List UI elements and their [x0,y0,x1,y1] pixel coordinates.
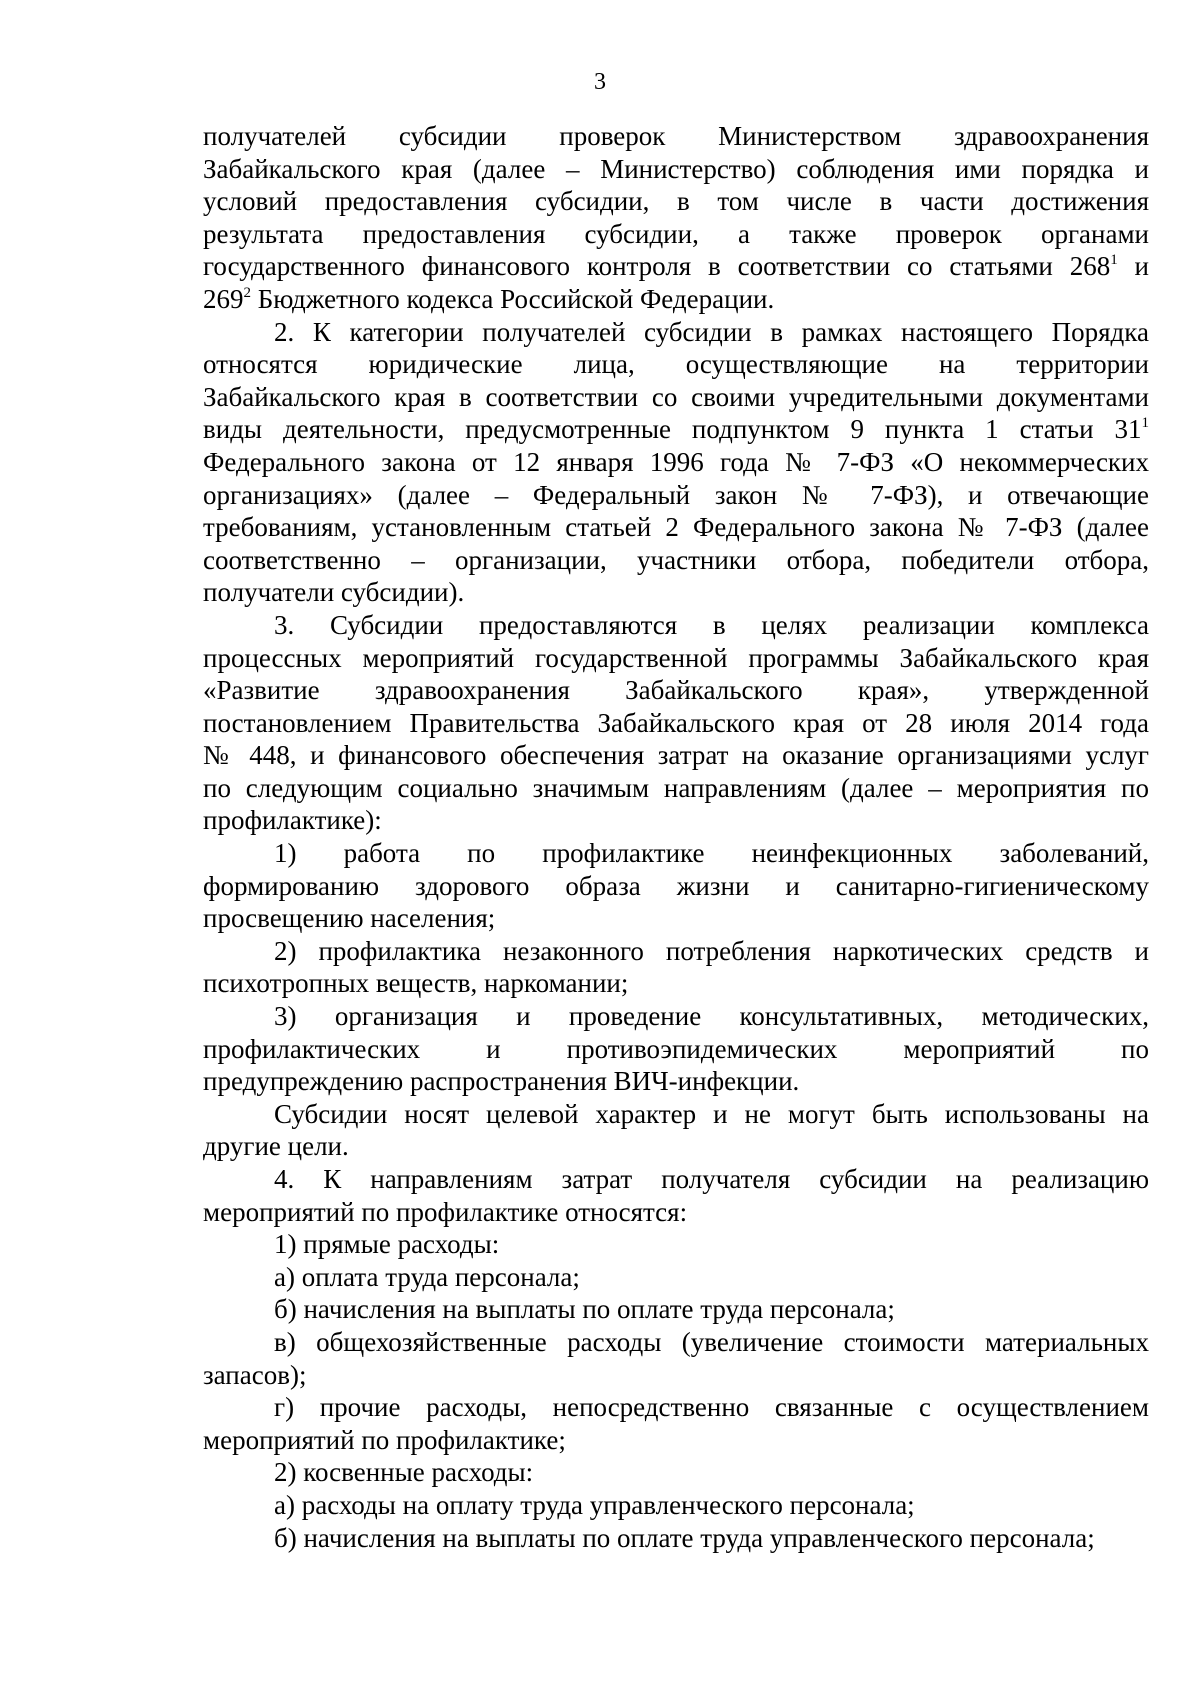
list-item-4-2-b [203,1522,1149,1555]
text-line [203,413,1149,446]
paragraph-4 [203,1163,1149,1228]
text-fragment: 269 [203,283,244,314]
text-line: мероприятий по профилактике относятся: [203,1196,688,1227]
text-line: 2. К категории получателей субсидии в рамках настоящего Порядка [274,316,1149,347]
text-line: Федерального закона от 12 января 1996 года № 7-ФЗ «О некоммерческих [203,446,1149,477]
text-line: получатели субсидии). [203,577,465,608]
text-line: формированию здорового образа жизни и санитарно-гигиеническому [203,870,1149,901]
text-line: Субсидии носят целевой характер и не могут быть использованы на [274,1098,1149,1129]
text-fragment: виды деятельности, предусмотренные подпунктом 9 пункта 1 статьи 31 [203,414,1142,445]
text-line: б) начисления на выплаты по оплате труда персонала; [274,1294,895,1325]
text-line: в) общехозяйственные расходы (увеличение стоимости материальных [274,1326,1149,1357]
text-line: № 448, и финансового обеспечения затрат на оказание организациями услуг [203,740,1149,771]
superscript: 1 [1141,415,1149,432]
text-line: просвещению населения; [203,903,496,934]
text-line: Забайкальского края (далее – Министерство) соблюдения ими порядка и [203,153,1149,184]
paragraph-3 [203,609,1149,837]
paragraph-1-continuation [203,120,1149,316]
text-fragment: и [1117,251,1149,282]
text-line: а) оплата труда персонала; [274,1261,580,1292]
text-line: 3. Субсидии предоставляются в целях реализации комплекса [274,609,1149,640]
text-line: предупреждению распространения ВИЧ-инфекции. [203,1066,800,1097]
text-line: соответственно – организации, участники отбора, победители отбора, [203,544,1149,575]
text-line: получателей субсидии проверок Министерством здравоохранения [203,121,1149,151]
text-line: по следующим социально значимым направлениям (далее – мероприятия по [203,772,1149,803]
superscript: 1 [1110,252,1118,269]
superscript: 2 [243,284,251,301]
text-line [203,250,1149,283]
list-item-4-2 [203,1456,1149,1489]
text-line: требованиям, установленным статьей 2 Федерального закона № 7-ФЗ (далее [203,512,1149,543]
text-line: другие цели. [203,1131,349,1162]
text-line [203,283,1149,316]
page-number: 3 [594,69,606,95]
text-line: 1) работа по профилактике неинфекционных заболеваний, [274,838,1149,869]
text-line: профилактике): [203,805,382,836]
list-item-3-3 [203,1000,1149,1098]
text-line: 2) профилактика незаконного потребления наркотических средств и [274,935,1149,966]
text-fragment: государственного финансового контроля в соответствии со статьями 268 [203,251,1111,282]
text-line: 4. К направлениям затрат получателя субсидии на реализацию [274,1164,1149,1194]
list-item-4-1-a [203,1261,1149,1294]
text-line: организациях» (далее – Федеральный закон № 7-ФЗ), и отвечающие [203,479,1149,510]
text-line: условий предоставления субсидии, в том числе в части достижения [203,186,1149,217]
text-line: 1) прямые расходы: [274,1229,500,1260]
list-item-4-1-b [203,1293,1149,1326]
list-item-4-1-d [203,1391,1149,1456]
text-line: относятся юридические лица, осуществляющие на территории [203,349,1149,380]
text-line: процессных мероприятий государственной программы Забайкальского края [203,642,1149,673]
text-line: 2) косвенные расходы: [274,1457,534,1488]
text-line: Забайкальского края в соответствии со своими учредительными документами [203,381,1149,412]
text-line: психотропных веществ, наркомании; [203,968,629,999]
list-item-4-2-a [203,1489,1149,1522]
document-body [203,120,1149,1554]
list-item-3-1 [203,837,1149,935]
text-line: мероприятий по профилактике; [203,1424,566,1455]
text-line: «Развитие здравоохранения Забайкальского края», утвержденной [203,675,1149,706]
paragraph-2 [203,316,1149,609]
text-line: профилактических и противоэпидемических мероприятий по [203,1033,1149,1064]
list-item-4-1 [203,1228,1149,1261]
text-line: запасов); [203,1359,307,1390]
text-line: результата предоставления субсидии, а также проверок органами [203,218,1149,249]
text-line: а) расходы на оплату труда управленческого персонала; [274,1489,915,1520]
paragraph-target-use [203,1098,1149,1163]
text-line: г) прочие расходы, непосредственно связанные с осуществлением [274,1392,1149,1423]
text-line: постановлением Правительства Забайкальского края от 28 июля 2014 года [203,707,1149,738]
list-item-4-1-c [203,1326,1149,1391]
text-line: 3) организация и проведение консультативных, методических, [274,1001,1149,1032]
text-line: б) начисления на выплаты по оплате труда управленческого персонала; [274,1522,1095,1553]
list-item-3-2 [203,935,1149,1000]
text-fragment: Бюджетного кодекса Российской Федерации. [251,283,775,314]
